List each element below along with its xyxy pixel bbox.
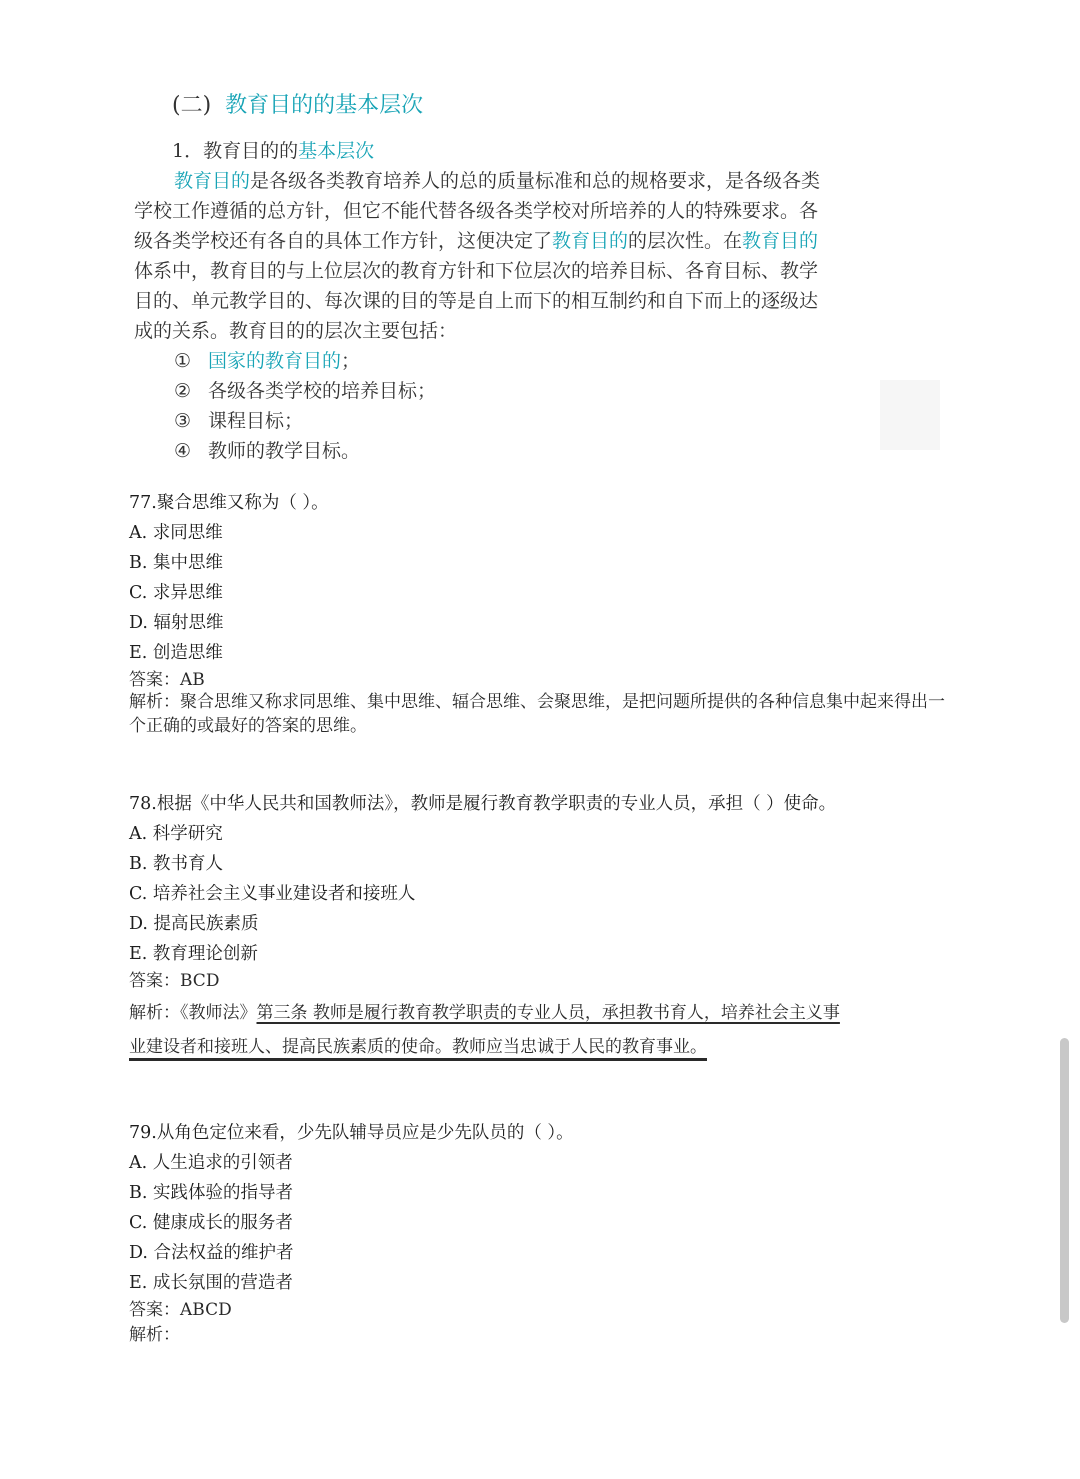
para-line-5: 目的、单元教学目的、每次课的目的等是自上而下的相互制约和自下而上的逐级达: [134, 290, 819, 312]
para-text: 是各级各类教育培养人的总的质量标准和总的规格要求，是各级各类: [250, 170, 821, 192]
list-item: [174, 406, 303, 433]
q77-explanation: 解析：聚合思维又称求同思维、集中思维、辐合思维、会聚思维，是把问题所提供的各种信息集中起来得出一个正确的或最好的答案的思维。: [129, 692, 945, 736]
q78-explanation-line-2: [129, 1032, 707, 1057]
q79-option-a: A. 人生追求的引领者: [129, 1153, 293, 1173]
list-number: ④: [174, 440, 192, 462]
vertical-scrollbar[interactable]: [1060, 1038, 1069, 1323]
section-number: (二): [172, 93, 212, 118]
section-heading: [172, 88, 423, 119]
q79-option-d: D. 合法权益的维护者: [129, 1243, 294, 1263]
q78-option-d: D. 提高民族素质: [129, 914, 259, 934]
highlight-term: 教育目的: [174, 170, 251, 192]
subsection-prefix: 1．教育目的的: [172, 140, 299, 162]
q77-option-e: E. 创造思维: [129, 643, 223, 663]
q79-explanation: 解析：: [129, 1325, 180, 1345]
q78-option-b: B. 教书育人: [129, 854, 223, 874]
question-79: 79.从角色定位来看，少先队辅导员应是少先队员的（ ）。: [129, 1123, 574, 1143]
q78-exp-underlined: 业建设者和接班人、提高民族素质的使命。教师应当忠诚于人民的教育事业。: [129, 1037, 707, 1057]
subsection-highlight: 基本层次: [298, 140, 375, 162]
list-text: 教师的教学目标。: [208, 440, 361, 462]
para-text: 的层次性。在: [628, 230, 743, 252]
list-item: [174, 436, 360, 463]
list-item: [174, 376, 436, 403]
q78-explanation-line-1: [129, 998, 840, 1023]
list-text: 课程目标；: [208, 410, 304, 432]
list-text: 各级各类学校的培养目标；: [208, 380, 437, 402]
q79-option-e: E. 成长氛围的营造者: [129, 1273, 293, 1293]
q78-answer: 答案：BCD: [129, 971, 220, 991]
q78-option-c: C. 培养社会主义事业建设者和接班人: [129, 884, 416, 904]
para-line-4: 体系中，教育目的与上位层次的教育方针和下位层次的培养目标、各育目标、教学: [134, 260, 819, 282]
q77-answer: 答案：AB: [129, 670, 205, 690]
subsection-heading: [172, 136, 374, 163]
section-title: 教育目的的基本层次: [225, 93, 424, 118]
q79-option-b: B. 实践体验的指导者: [129, 1183, 293, 1203]
q79-answer: 答案：ABCD: [129, 1300, 232, 1320]
para-line-1: [174, 166, 919, 193]
q77-option-b: B. 集中思维: [129, 553, 223, 573]
q77-option-a: A. 求同思维: [129, 523, 223, 543]
faint-background-patch: [880, 380, 940, 450]
q78-option-e: E. 教育理论创新: [129, 944, 258, 964]
q78-option-a: A. 科学研究: [129, 824, 223, 844]
question-78: 78.根据《中华人民共和国教师法》，教师是履行教育教学职责的专业人员，承担（ ）使命。: [129, 794, 837, 814]
para-line-2: 学校工作遵循的总方针，但它不能代替各级各类学校对所培养的人的特殊要求。各: [134, 200, 819, 222]
list-suffix: ；: [341, 350, 361, 372]
para-text: 级各类学校还有各自的具体工作方针，这便决定了: [134, 230, 553, 252]
question-77: 77.聚合思维又称为（ ）。: [129, 493, 329, 513]
list-number: ②: [174, 380, 192, 402]
list-text: 国家的教育目的: [208, 350, 342, 372]
list-number: ③: [174, 410, 192, 432]
q77-option-d: D. 辐射思维: [129, 613, 224, 633]
highlight-term: 教育目的: [742, 230, 819, 252]
q78-exp-underlined: 第三条 教师是履行教育教学职责的专业人员，承担教书育人，培养社会主义事: [256, 1003, 840, 1023]
list-item: [174, 346, 360, 373]
q78-exp-prefix: 解析：《教师法》: [129, 1003, 257, 1023]
highlight-term: 教育目的: [552, 230, 629, 252]
q79-option-c: C. 健康成长的服务者: [129, 1213, 293, 1233]
para-line-3: [134, 226, 879, 253]
para-line-6: 成的关系。教育目的的层次主要包括：: [134, 320, 458, 342]
list-number: ①: [174, 350, 192, 372]
q77-option-c: C. 求异思维: [129, 583, 223, 603]
